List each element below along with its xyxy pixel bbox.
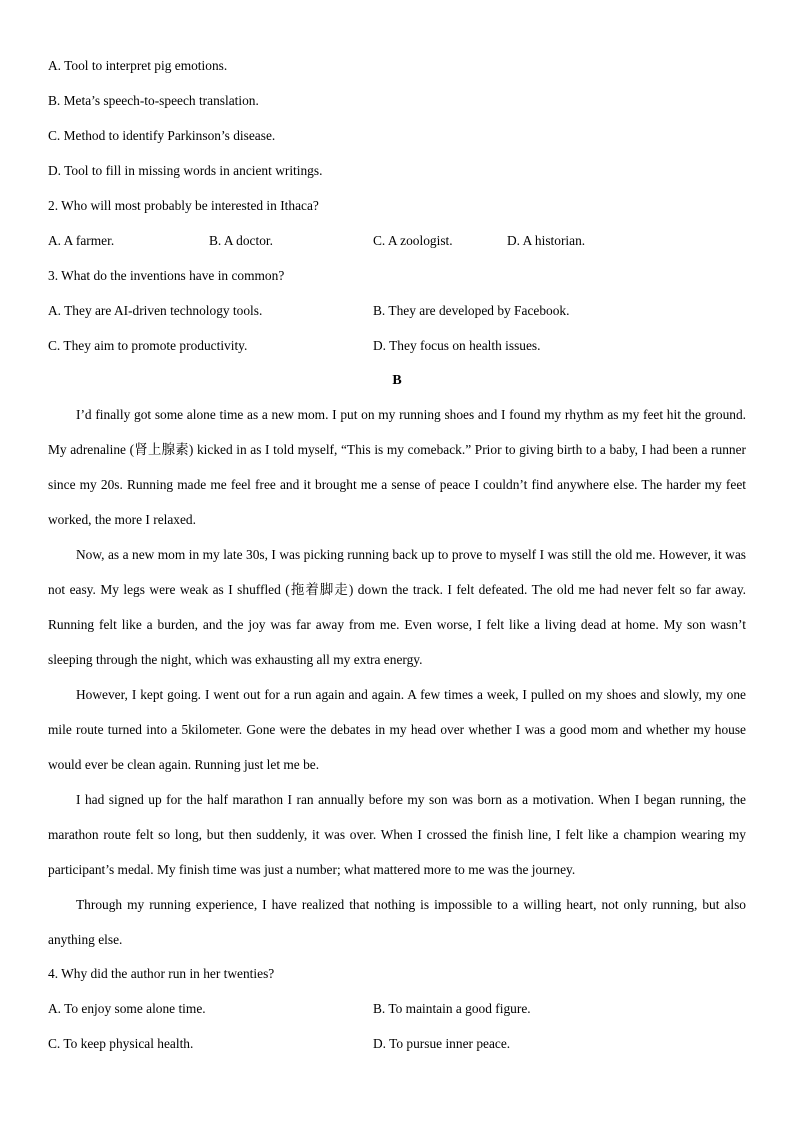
q4-option-b: B. To maintain a good figure. xyxy=(373,1001,531,1016)
q3-option-a: A. They are AI-driven technology tools. xyxy=(48,303,263,318)
q3-option-c: C. They aim to promote productivity. xyxy=(48,338,248,353)
passage-paragraph: However, I kept going. I went out for a run again and again. A few times a week, I pulled on my shoes and slowly, my one mile route turned into a 5kilometer. Gone were the debates in my head over whether I was a good mom and whether my house would ever be clean again. Running just let me be. xyxy=(48,687,746,772)
q1-option-c: C. Method to identify Parkinson’s disease. xyxy=(48,128,276,143)
q1-option-b: B. Meta’s speech-to-speech translation. xyxy=(48,93,259,108)
q4-option-c: C. To keep physical health. xyxy=(48,1036,194,1051)
passage-paragraph: Now, as a new mom in my late 30s, I was picking running back up to prove to myself I was still the old me. However, it was not easy. My legs were weak as I shuffled (拖着脚走) down the track. I felt defeated. The old me had never felt so far away. Running felt like a burden, and the joy was far away from me. Even worse, I felt like a living dead at home. My son wasn’t sleeping through the night, which was exhausting all my extra energy. xyxy=(48,547,746,667)
q2-option-a: A. A farmer. xyxy=(48,233,115,248)
q2-option-c: C. A zoologist. xyxy=(373,233,453,248)
section-b-heading: B xyxy=(392,373,402,388)
passage-paragraph: I’d finally got some alone time as a new mom. I put on my running shoes and I found my rhythm as my feet hit the ground. My adrenaline (肾上腺素) kicked in as I told myself, “This is my comeback.” Prior to giving birth to a baby, I had been a runner since my 20s. Running made me feel free and it brought me a sense of peace I couldn’t find anywhere else. The harder my feet worked, the more I relaxed. xyxy=(48,407,746,527)
q2-option-d: D. A historian. xyxy=(507,233,586,248)
q1-option-d: D. Tool to fill in missing words in ancient writings. xyxy=(48,163,323,178)
q3-stem: 3. What do the inventions have in common? xyxy=(48,268,285,283)
passage-paragraph: I had signed up for the half marathon I ran annually before my son was born as a motivation. When I began running, the marathon route felt so long, but then suddenly, it was over. When I crossed the finish line, I felt like a champion wearing my participant’s medal. My finish time was just a number; what mattered more to me was the journey. xyxy=(48,792,746,877)
q3-option-d: D. They focus on health issues. xyxy=(373,338,541,353)
q3-option-b: B. They are developed by Facebook. xyxy=(373,303,570,318)
q2-option-b: B. A doctor. xyxy=(209,233,273,248)
q1-option-a: A. Tool to interpret pig emotions. xyxy=(48,58,228,73)
q4-option-a: A. To enjoy some alone time. xyxy=(48,1001,206,1016)
passage-paragraph: Through my running experience, I have realized that nothing is impossible to a willing heart, not only running, but also anything else. xyxy=(48,897,746,947)
q4-stem: 4. Why did the author run in her twenties? xyxy=(48,966,275,981)
q2-stem: 2. Who will most probably be interested in Ithaca? xyxy=(48,198,319,213)
q4-option-d: D. To pursue inner peace. xyxy=(373,1036,511,1051)
